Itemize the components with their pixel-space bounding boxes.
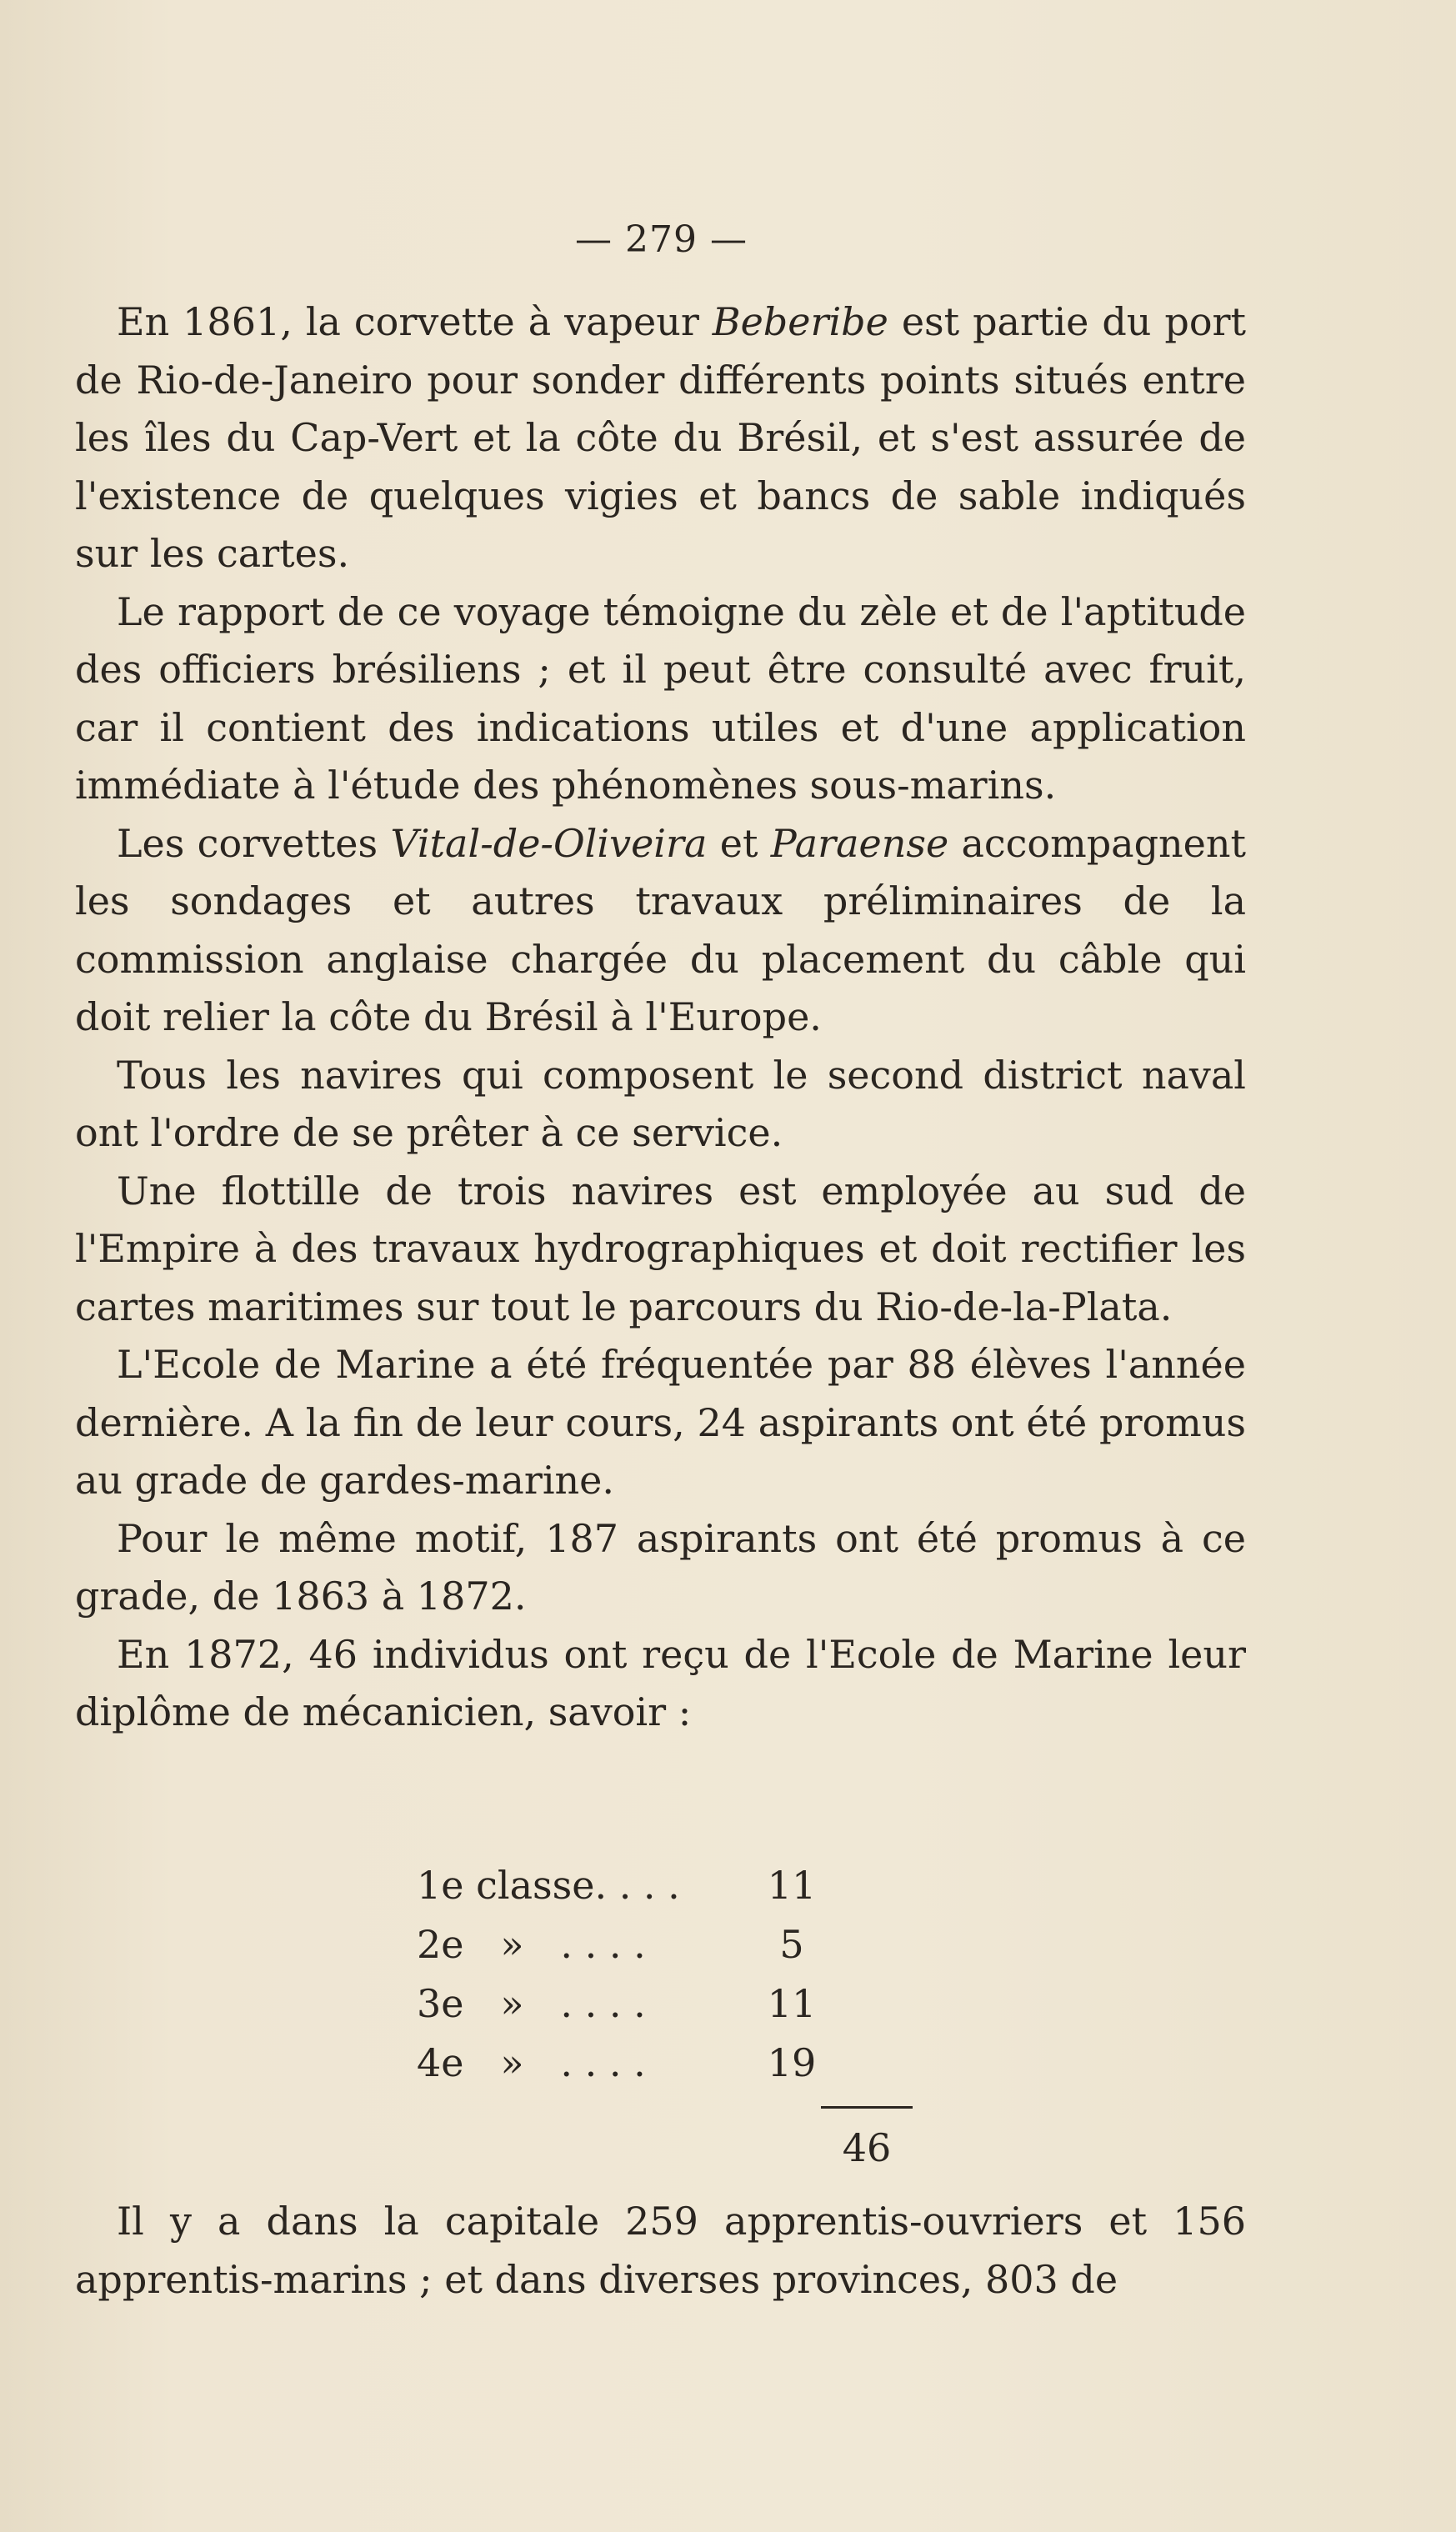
- paragraph-5: Une flottille de trois navires est employée au sud de l'Empire à des travaux hydrographiques et doit rectifier les cartes maritimes sur tout le parcours du Rio-de-la-Plata.: [75, 1168, 1246, 1329]
- ship-name-vital-de-oliveira: Vital-de-Oliveira: [390, 820, 708, 866]
- body-text: [75, 293, 1246, 1742]
- paragraph-7: Pour le même motif, 187 aspirants ont été promus à ce grade, de 1863 à 1872.: [75, 1515, 1246, 1619]
- paragraph-9: Il y a dans la capitale 259 apprentis-ouvriers et 156 apprentis-marins ; et dans diverses provinces, 803 de: [75, 2199, 1246, 2302]
- class-count: 5: [779, 1921, 804, 1967]
- paragraph-2: Le rapport de ce voyage témoigne du zèle et de l'aptitude des officiers brésiliens ; et il peut être consulté avec fruit, car il contient des indications utiles et d'une application immédiate à l'étude des phénomènes sous-marins.: [75, 588, 1246, 808]
- table-row: [417, 1914, 917, 1974]
- ship-name-beberibe: Beberibe: [712, 299, 888, 344]
- ship-name-paraense: Paraense: [770, 820, 949, 866]
- table-row: [417, 1855, 917, 1914]
- paragraph-4: Tous les navires qui composent le second district naval ont l'ordre de se prêter à ce service.: [75, 1052, 1246, 1155]
- paragraph-3-text-a: Les corvettes: [117, 820, 391, 866]
- class-label: 3e » . . . .: [417, 1980, 646, 2026]
- paragraph-1: [75, 293, 1246, 583]
- body-text-continued: [75, 2193, 1246, 2309]
- paragraph-1-text-b: est partie du port de Rio-de-Janeiro pour sonder différents points situés entre les îles du Cap-Vert et la côte du Brésil, et s'est assurée de l'existence de quelques vigies et bancs de sable indiqués sur les cartes.: [75, 299, 1246, 576]
- paragraph-8: En 1872, 46 individus ont reçu de l'Ecole de Marine leur diplôme de mécanicien, savoir :: [75, 1631, 1246, 1734]
- table-row: [417, 1974, 917, 2033]
- class-label: 2e » . . . .: [417, 1921, 646, 1967]
- class-label: 4e » . . . .: [417, 2039, 646, 2085]
- mechanic-diploma-table: [417, 1855, 917, 2092]
- class-count: 19: [767, 2039, 817, 2085]
- paragraph-3-text-b: et: [707, 820, 771, 866]
- class-label: 1e classe. . . .: [417, 1862, 680, 1908]
- paragraph-6: L'Ecole de Marine a été fréquentée par 88 élèves l'année dernière. A la fin de leur cours, 24 aspirants ont été promus au grade de gardes-marine.: [75, 1342, 1246, 1503]
- paragraph-1-text-a: En 1861, la corvette à vapeur: [117, 299, 713, 344]
- page-number: — 279 —: [575, 218, 748, 261]
- class-count: 11: [767, 1862, 817, 1908]
- table-total: 46: [842, 2125, 892, 2170]
- table-row: [417, 2033, 917, 2092]
- sum-rule: [821, 2106, 913, 2109]
- paragraph-3-text-c: accompagnent les sondages et autres travaux préliminaires de la commission anglaise chargée du placement du câble qui doit relier la côte du Brésil à l'Europe.: [75, 820, 1247, 1039]
- paragraph-3: [75, 815, 1246, 1047]
- class-count: 11: [767, 1980, 817, 2026]
